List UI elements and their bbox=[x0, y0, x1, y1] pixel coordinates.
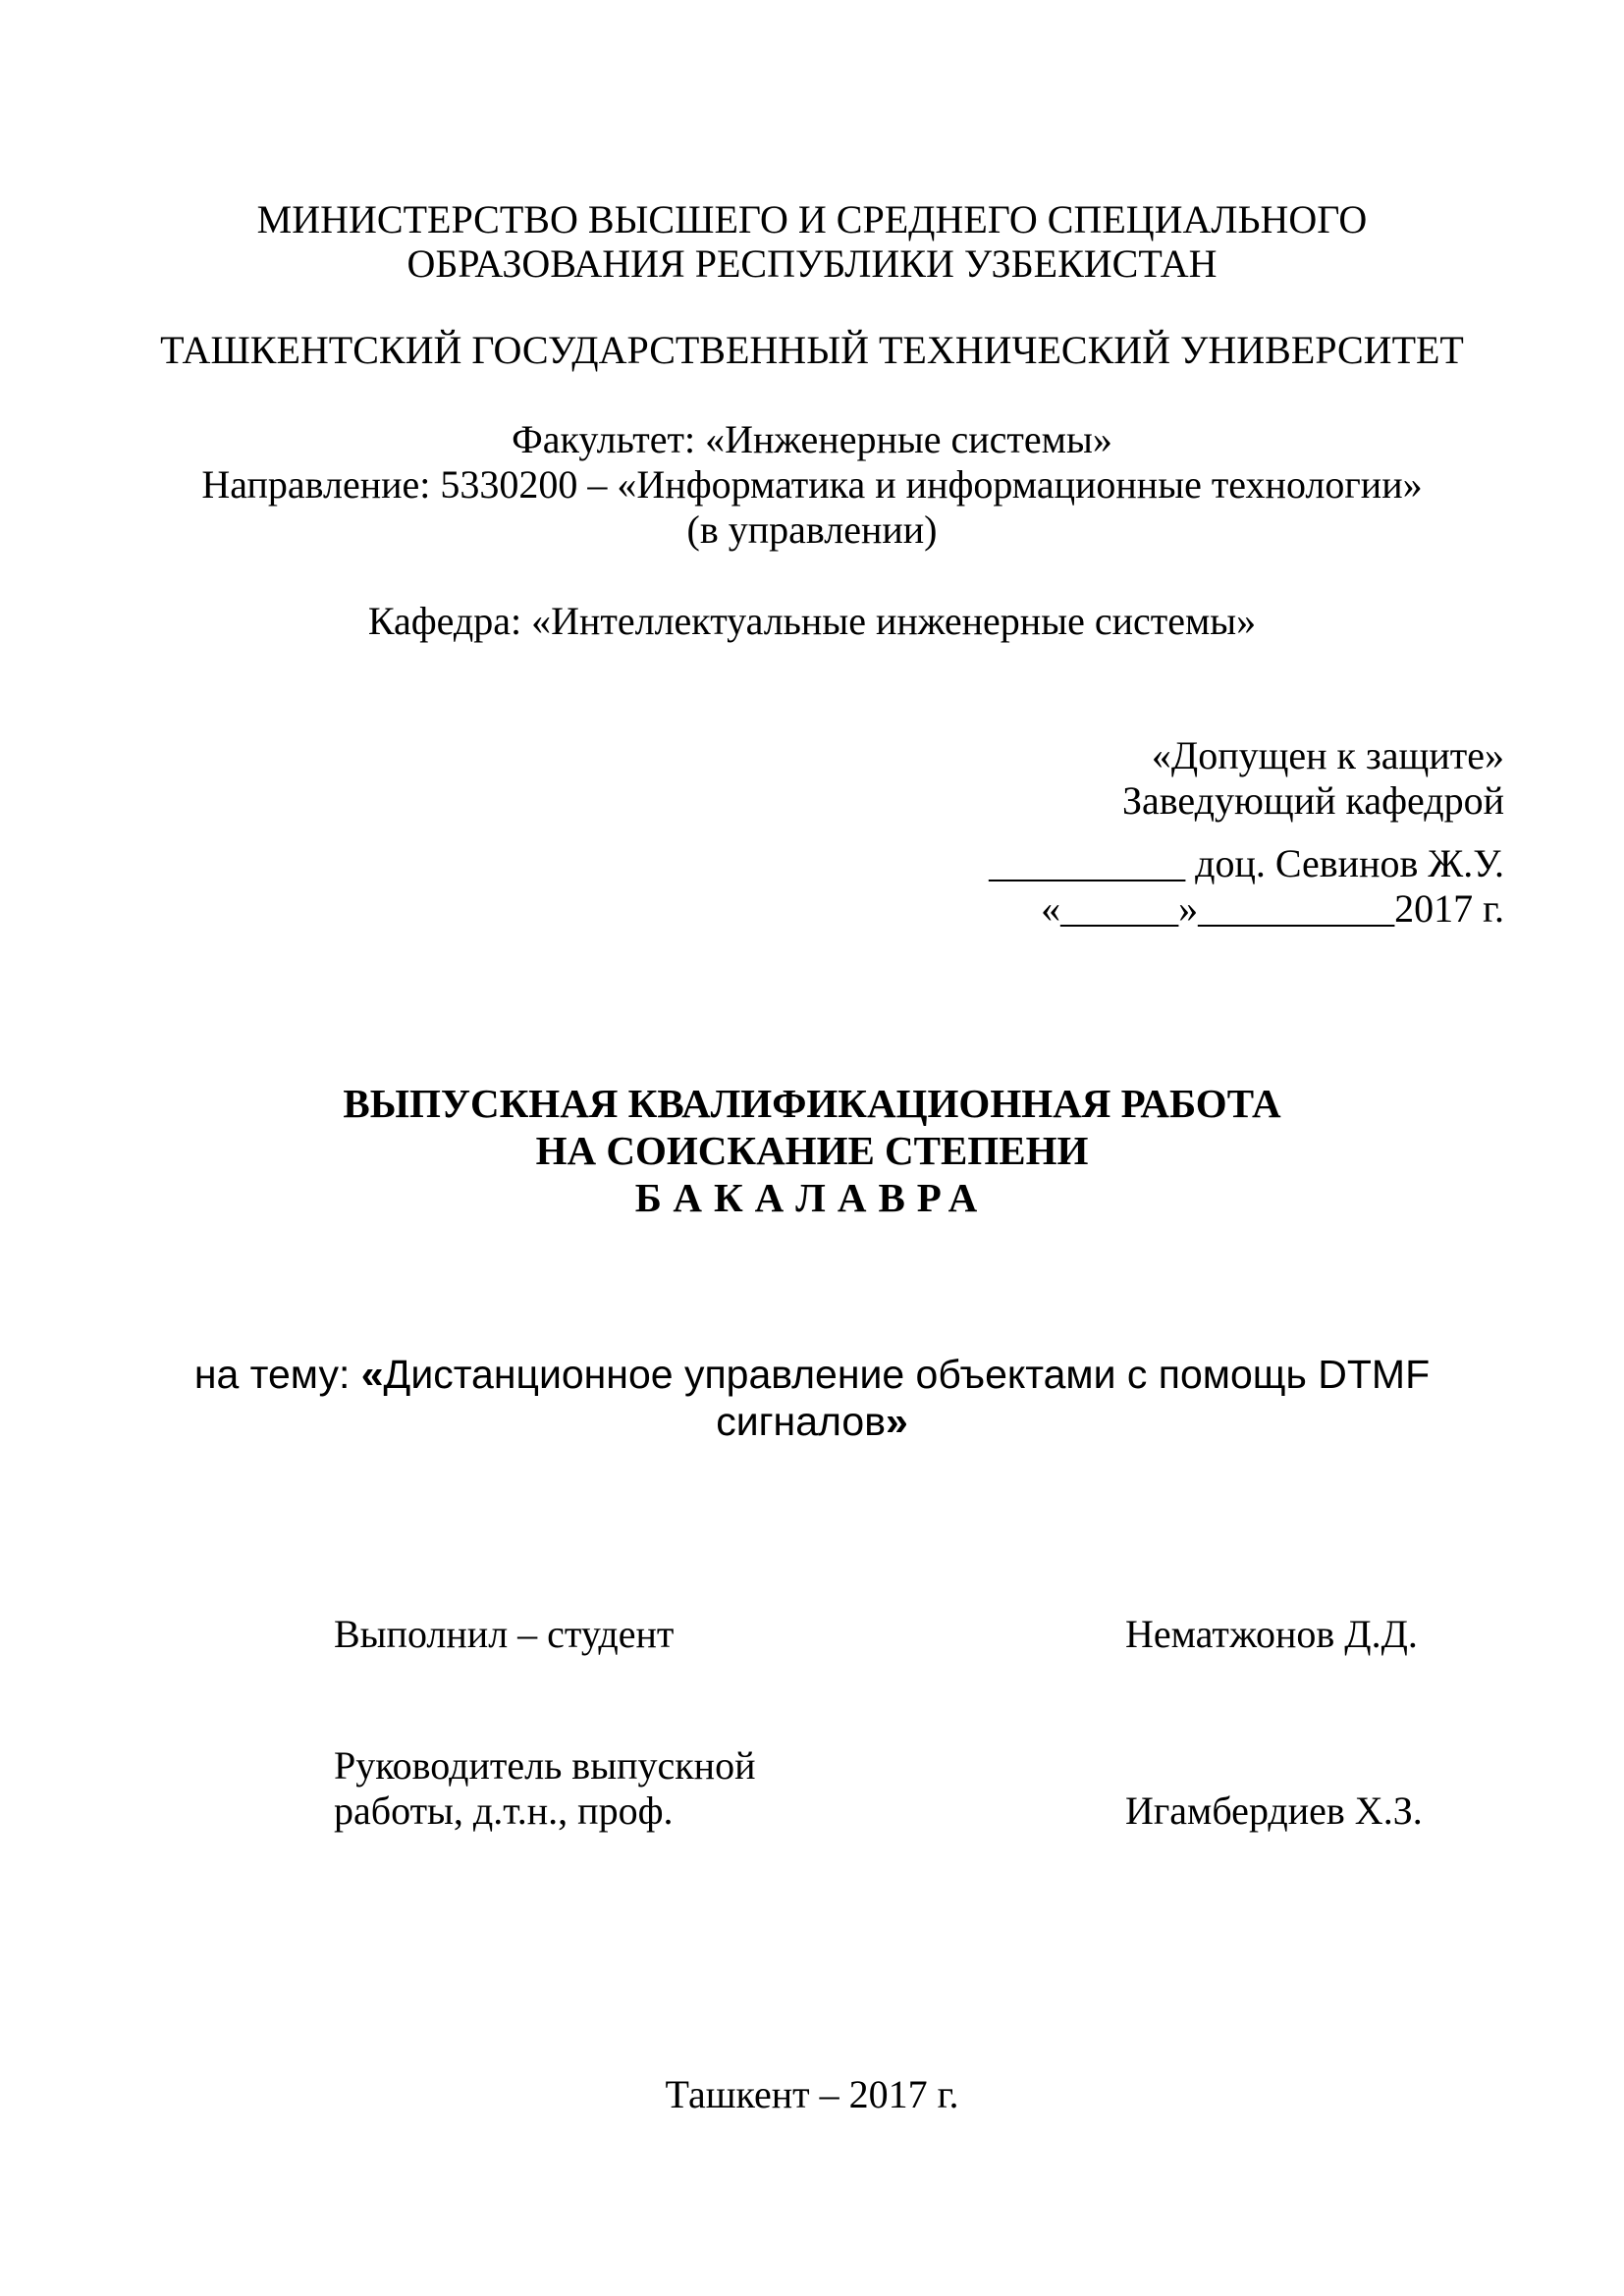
topic-line-2 bbox=[0, 1398, 1624, 1445]
supervisor-name: Игамбердиев Х.З. bbox=[1125, 1789, 1423, 1833]
faculty: Факультет: «Инженерные системы» bbox=[512, 417, 1112, 461]
approval-status: «Допущен к защите» bbox=[1151, 733, 1504, 777]
work-title-line-2: НА СОИСКАНИЕ СТЕПЕНИ bbox=[535, 1128, 1089, 1173]
topic-text-2: сигналов bbox=[716, 1399, 886, 1444]
work-title-degree: БАКАЛАВРА bbox=[634, 1175, 990, 1220]
topic-open-quote: « bbox=[360, 1352, 384, 1397]
university-name: ТАШКЕНТСКИЙ ГОСУДАРСТВЕННЫЙ ТЕХНИЧЕСКИЙ УНИВЕРСИТЕТ bbox=[160, 328, 1464, 372]
direction-line-2: (в управлении) bbox=[686, 507, 938, 552]
approval-date: «______»__________2017 г. bbox=[1041, 886, 1504, 931]
performer-label: Выполнил – студент bbox=[334, 1612, 675, 1656]
work-title-line-1: ВЫПУСКНАЯ КВАЛИФИКАЦИОННАЯ РАБОТА bbox=[343, 1081, 1281, 1126]
direction-line-1: Направление: 5330200 – «Информатика и информационные технологии» bbox=[201, 462, 1423, 507]
topic-close-quote: » bbox=[885, 1399, 908, 1444]
footer-city-year: Ташкент – 2017 г. bbox=[665, 2072, 959, 2116]
supervisor-label-line-2: работы, д.т.н., проф. bbox=[334, 1789, 674, 1833]
topic-text-1: Дистанционное управление объектами с помощь DTMF bbox=[383, 1352, 1431, 1397]
ministry-line-1: МИНИСТЕРСТВО ВЫСШЕГО И СРЕДНЕГО СПЕЦИАЛЬНОГО bbox=[256, 197, 1368, 241]
ministry-line-2: ОБРАЗОВАНИЯ РЕСПУБЛИКИ УЗБЕКИСТАН bbox=[406, 241, 1218, 286]
topic-prefix: на тему: bbox=[193, 1352, 361, 1397]
performer-name: Нематжонов Д.Д. bbox=[1125, 1612, 1418, 1656]
topic-line-1 bbox=[0, 1351, 1624, 1398]
approval-signature: __________ доц. Севинов Ж.У. bbox=[989, 841, 1504, 885]
department: Кафедра: «Интеллектуальные инженерные системы» bbox=[367, 599, 1257, 643]
approval-role: Заведующий кафедрой bbox=[1121, 778, 1504, 823]
supervisor-label-line-1: Руководитель выпускной bbox=[334, 1743, 756, 1788]
